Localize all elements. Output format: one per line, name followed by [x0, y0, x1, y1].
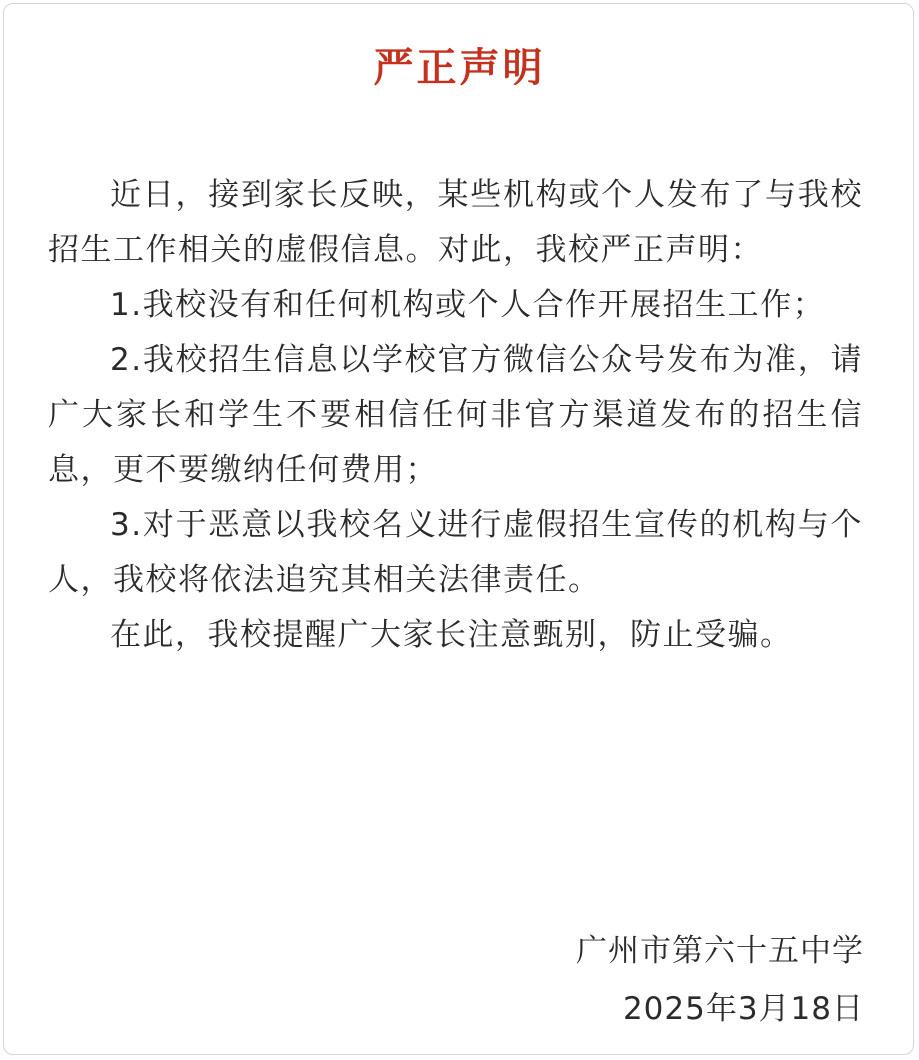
- statement-item-2: 2.我校招生信息以学校官方微信公众号发布为准，请广大家长和学生不要相信任何非官方渠道发布的招生信息，更不要缴纳任何费用；: [48, 342, 863, 488]
- school-name: 广州市第六十五中学: [576, 933, 864, 969]
- intro-paragraph: 近日，接到家长反映，某些机构或个人发布了与我校招生工作相关的虚假信息。对此，我校严正声明：: [48, 177, 863, 268]
- signature-block: [576, 922, 864, 1038]
- notice-body: [48, 168, 863, 663]
- statement-item-3: 3.对于恶意以我校名义进行虚假招生宣传的机构与个人，我校将依法追究其相关法律责任。: [48, 507, 863, 598]
- notice-date: 2025年3月18日: [622, 991, 864, 1027]
- statement-item-1: 1.我校没有和任何机构或个人合作开展招生工作；: [110, 287, 826, 323]
- notice-title: 严正声明: [373, 45, 546, 91]
- closing-paragraph: 在此，我校提醒广大家长注意甄别，防止受骗。: [110, 617, 793, 653]
